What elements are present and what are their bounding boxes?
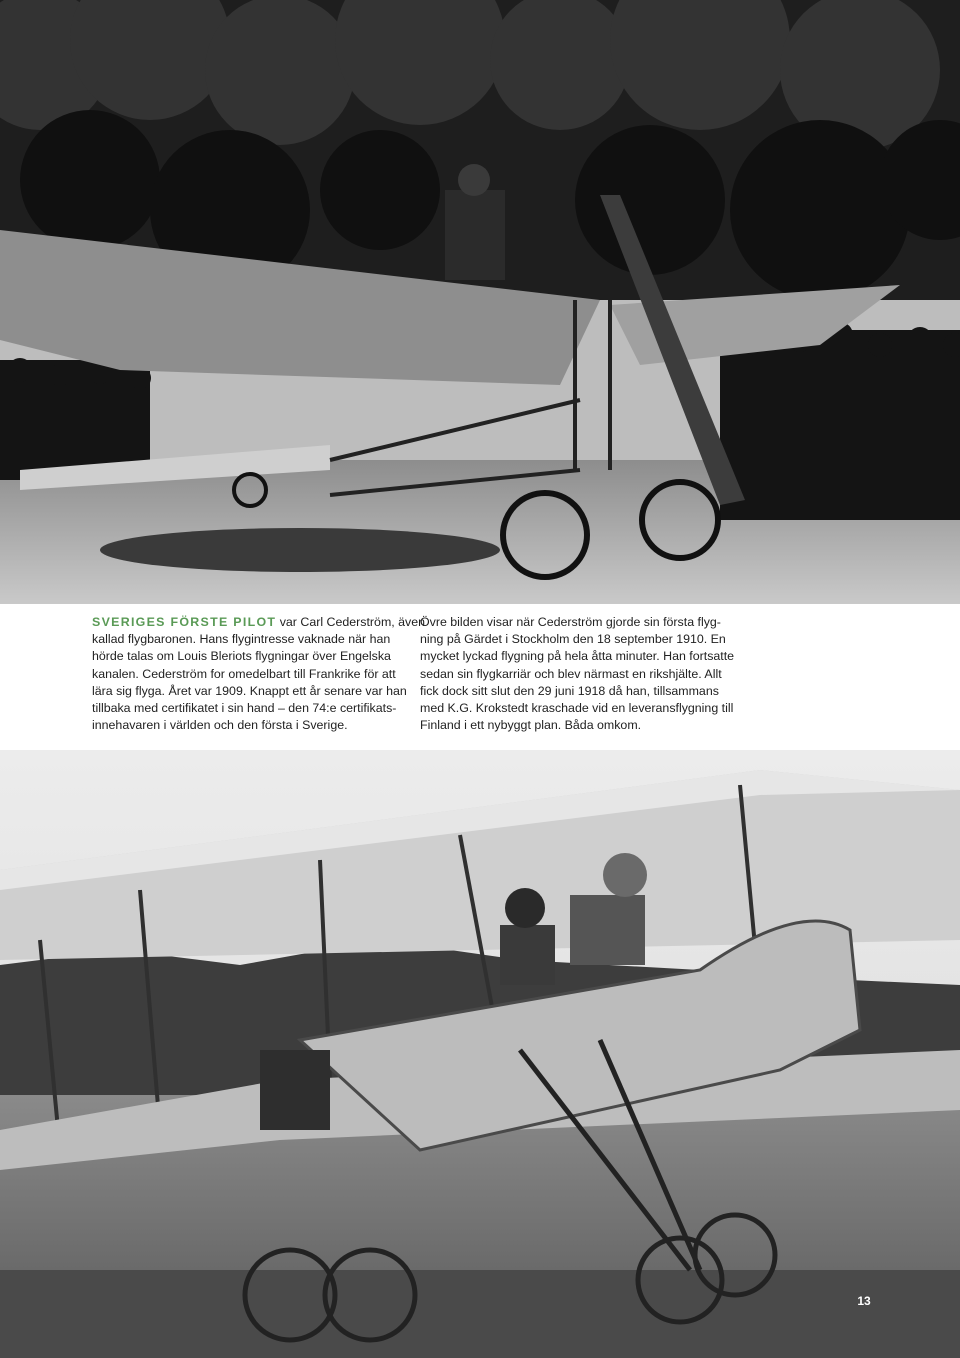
caption-right-line-2: ning på Gärdet i Stockholm den 18 september 1910. En (420, 632, 726, 647)
caption-right-line-6: med K.G. Krokstedt kraschade vid en leveransflygning till (420, 701, 734, 716)
caption-left-line-2: kallad flygbaronen. Hans flygintresse vaknade när han (92, 632, 391, 647)
caption-right-line-4: sedan sin flygkarriär och blev närmast en rikshjälte. Allt (420, 666, 722, 681)
caption-left-line-7: innehavaren i världen och den första i Sverige. (92, 718, 348, 733)
caption-right-line-7: Finland i ett nybyggt plan. Båda omkom. (420, 718, 642, 733)
bottom-photo (0, 750, 960, 1358)
caption-left (92, 614, 426, 734)
caption-left-line-6: tillbaka med certifikatet i sin hand – den 74:e certifikats- (92, 701, 397, 716)
top-photo (0, 0, 960, 604)
caption-left-line-3: hörde talas om Louis Bleriots flygningar över Engelska (92, 649, 391, 664)
caption-left-line-1 (92, 614, 426, 631)
caption-right-line-3: mycket lyckad flygning på hela åtta minuter. Han fortsatte (420, 649, 735, 664)
caption-right-line-1: Övre bilden visar när Cederström gjorde sin första flyg- (420, 615, 721, 629)
caption-lead: SVERIGES FÖRSTE PILOT (92, 615, 277, 629)
caption-left-line-5: lära sig flyga. Året var 1909. Knappt ett år senare var han (92, 683, 407, 698)
caption-right-line-5: fick dock sitt slut den 29 juni 1918 då han, tillsammans (420, 683, 719, 698)
caption-left-text-1: var Carl Cederström, även (276, 615, 426, 629)
caption-right (420, 614, 750, 734)
page-number: 13 (857, 1294, 871, 1308)
caption-left-line-4: kanalen. Cederström for omedelbart till Frankrike för att (92, 666, 396, 681)
